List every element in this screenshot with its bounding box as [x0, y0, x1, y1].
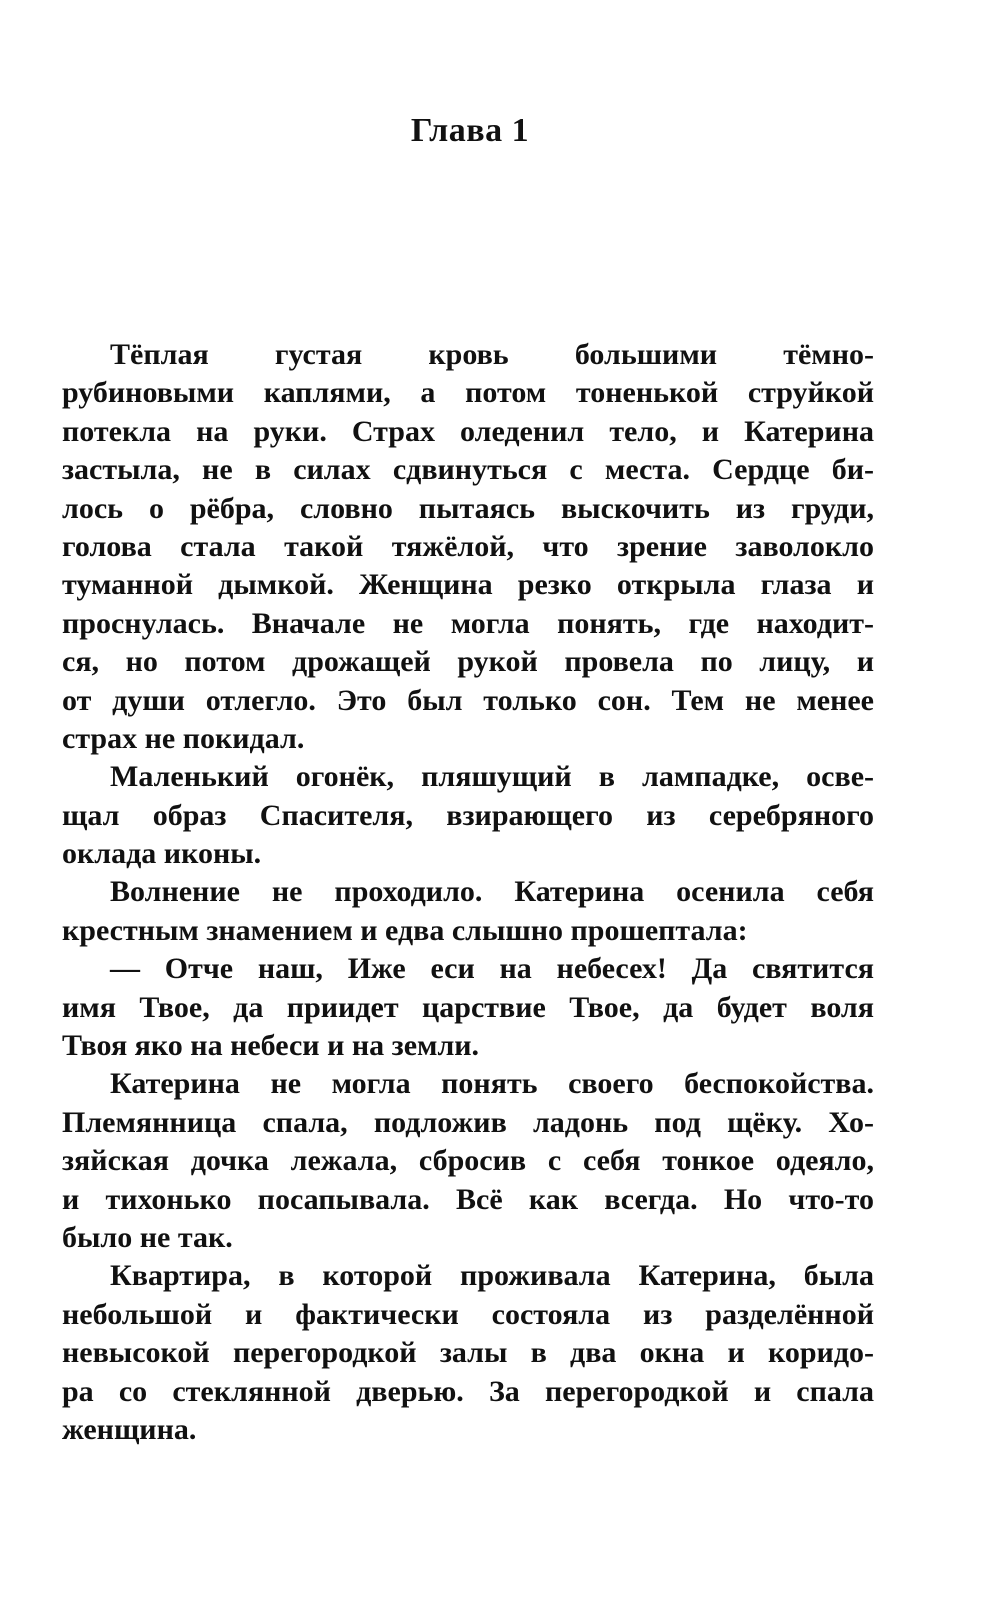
- text-line: Твоя яко на небеси и на земли.: [62, 1029, 480, 1063]
- text-line: лось о рёбра, словно пытаясь выскочить из груди,: [62, 491, 874, 525]
- text-line: крестным знамением и едва слышно прошептала:: [62, 913, 748, 947]
- text-line: ра со стеклянной дверью. За перегородкой и спала: [62, 1374, 874, 1408]
- text-line: туманной дымкой. Женщина резко открыла глаза и: [62, 568, 874, 602]
- text-line: ся, но потом дрожащей рукой провела по лицу, и: [62, 645, 874, 679]
- text-line: имя Твое, да приидет царствие Твое, да будет воля: [62, 990, 874, 1024]
- text-line: — Отче наш, Иже еси на небесех! Да святится: [110, 952, 874, 986]
- text-line: проснулась. Вначале не могла понять, где находит-: [62, 606, 874, 640]
- text-line: голова стала такой тяжёлой, что зрение заволокло: [62, 529, 874, 563]
- text-line: рубиновыми каплями, а потом тоненькой струйкой: [62, 376, 874, 410]
- text-line: и тихонько посапывала. Всё как всегда. Но что-то: [62, 1182, 874, 1216]
- text-line: невысокой перегородкой залы в два окна и коридо-: [62, 1336, 874, 1370]
- text-line: от души отлегло. Это был только сон. Тем не менее: [62, 683, 874, 717]
- text-line: оклада иконы.: [62, 837, 262, 871]
- text-line: Тёплая густая кровь большими тёмно-: [110, 338, 874, 371]
- text-line: застыла, не в силах сдвинуться с места. Сердце би-: [62, 453, 874, 487]
- chapter-text: [62, 336, 874, 1449]
- text-line: потекла на руки. Страх оледенил тело, и Катерина: [62, 414, 874, 448]
- text-line: Племянница спала, подложив ладонь под щёку. Хо-: [62, 1105, 874, 1139]
- chapter-title: Глава 1: [410, 112, 530, 149]
- text-line: Катерина не могла понять своего беспокойства.: [110, 1067, 874, 1101]
- text-line: небольшой и фактически состояла из разделённой: [62, 1297, 874, 1331]
- text-line: Квартира, в которой проживала Катерина, была: [110, 1259, 874, 1293]
- text-line: щал образ Спасителя, взирающего из серебряного: [62, 798, 874, 832]
- text-line: Волнение не проходило. Катерина осенила себя: [110, 875, 874, 909]
- text-line: зяйская дочка лежала, сбросив с себя тонкое одеяло,: [62, 1144, 874, 1178]
- text-line: Маленький огонёк, пляшущий в лампадке, осве-: [110, 760, 874, 794]
- text-line: женщина.: [62, 1412, 197, 1446]
- text-line: страх не покидал.: [62, 721, 305, 755]
- text-line: было не так.: [62, 1220, 233, 1254]
